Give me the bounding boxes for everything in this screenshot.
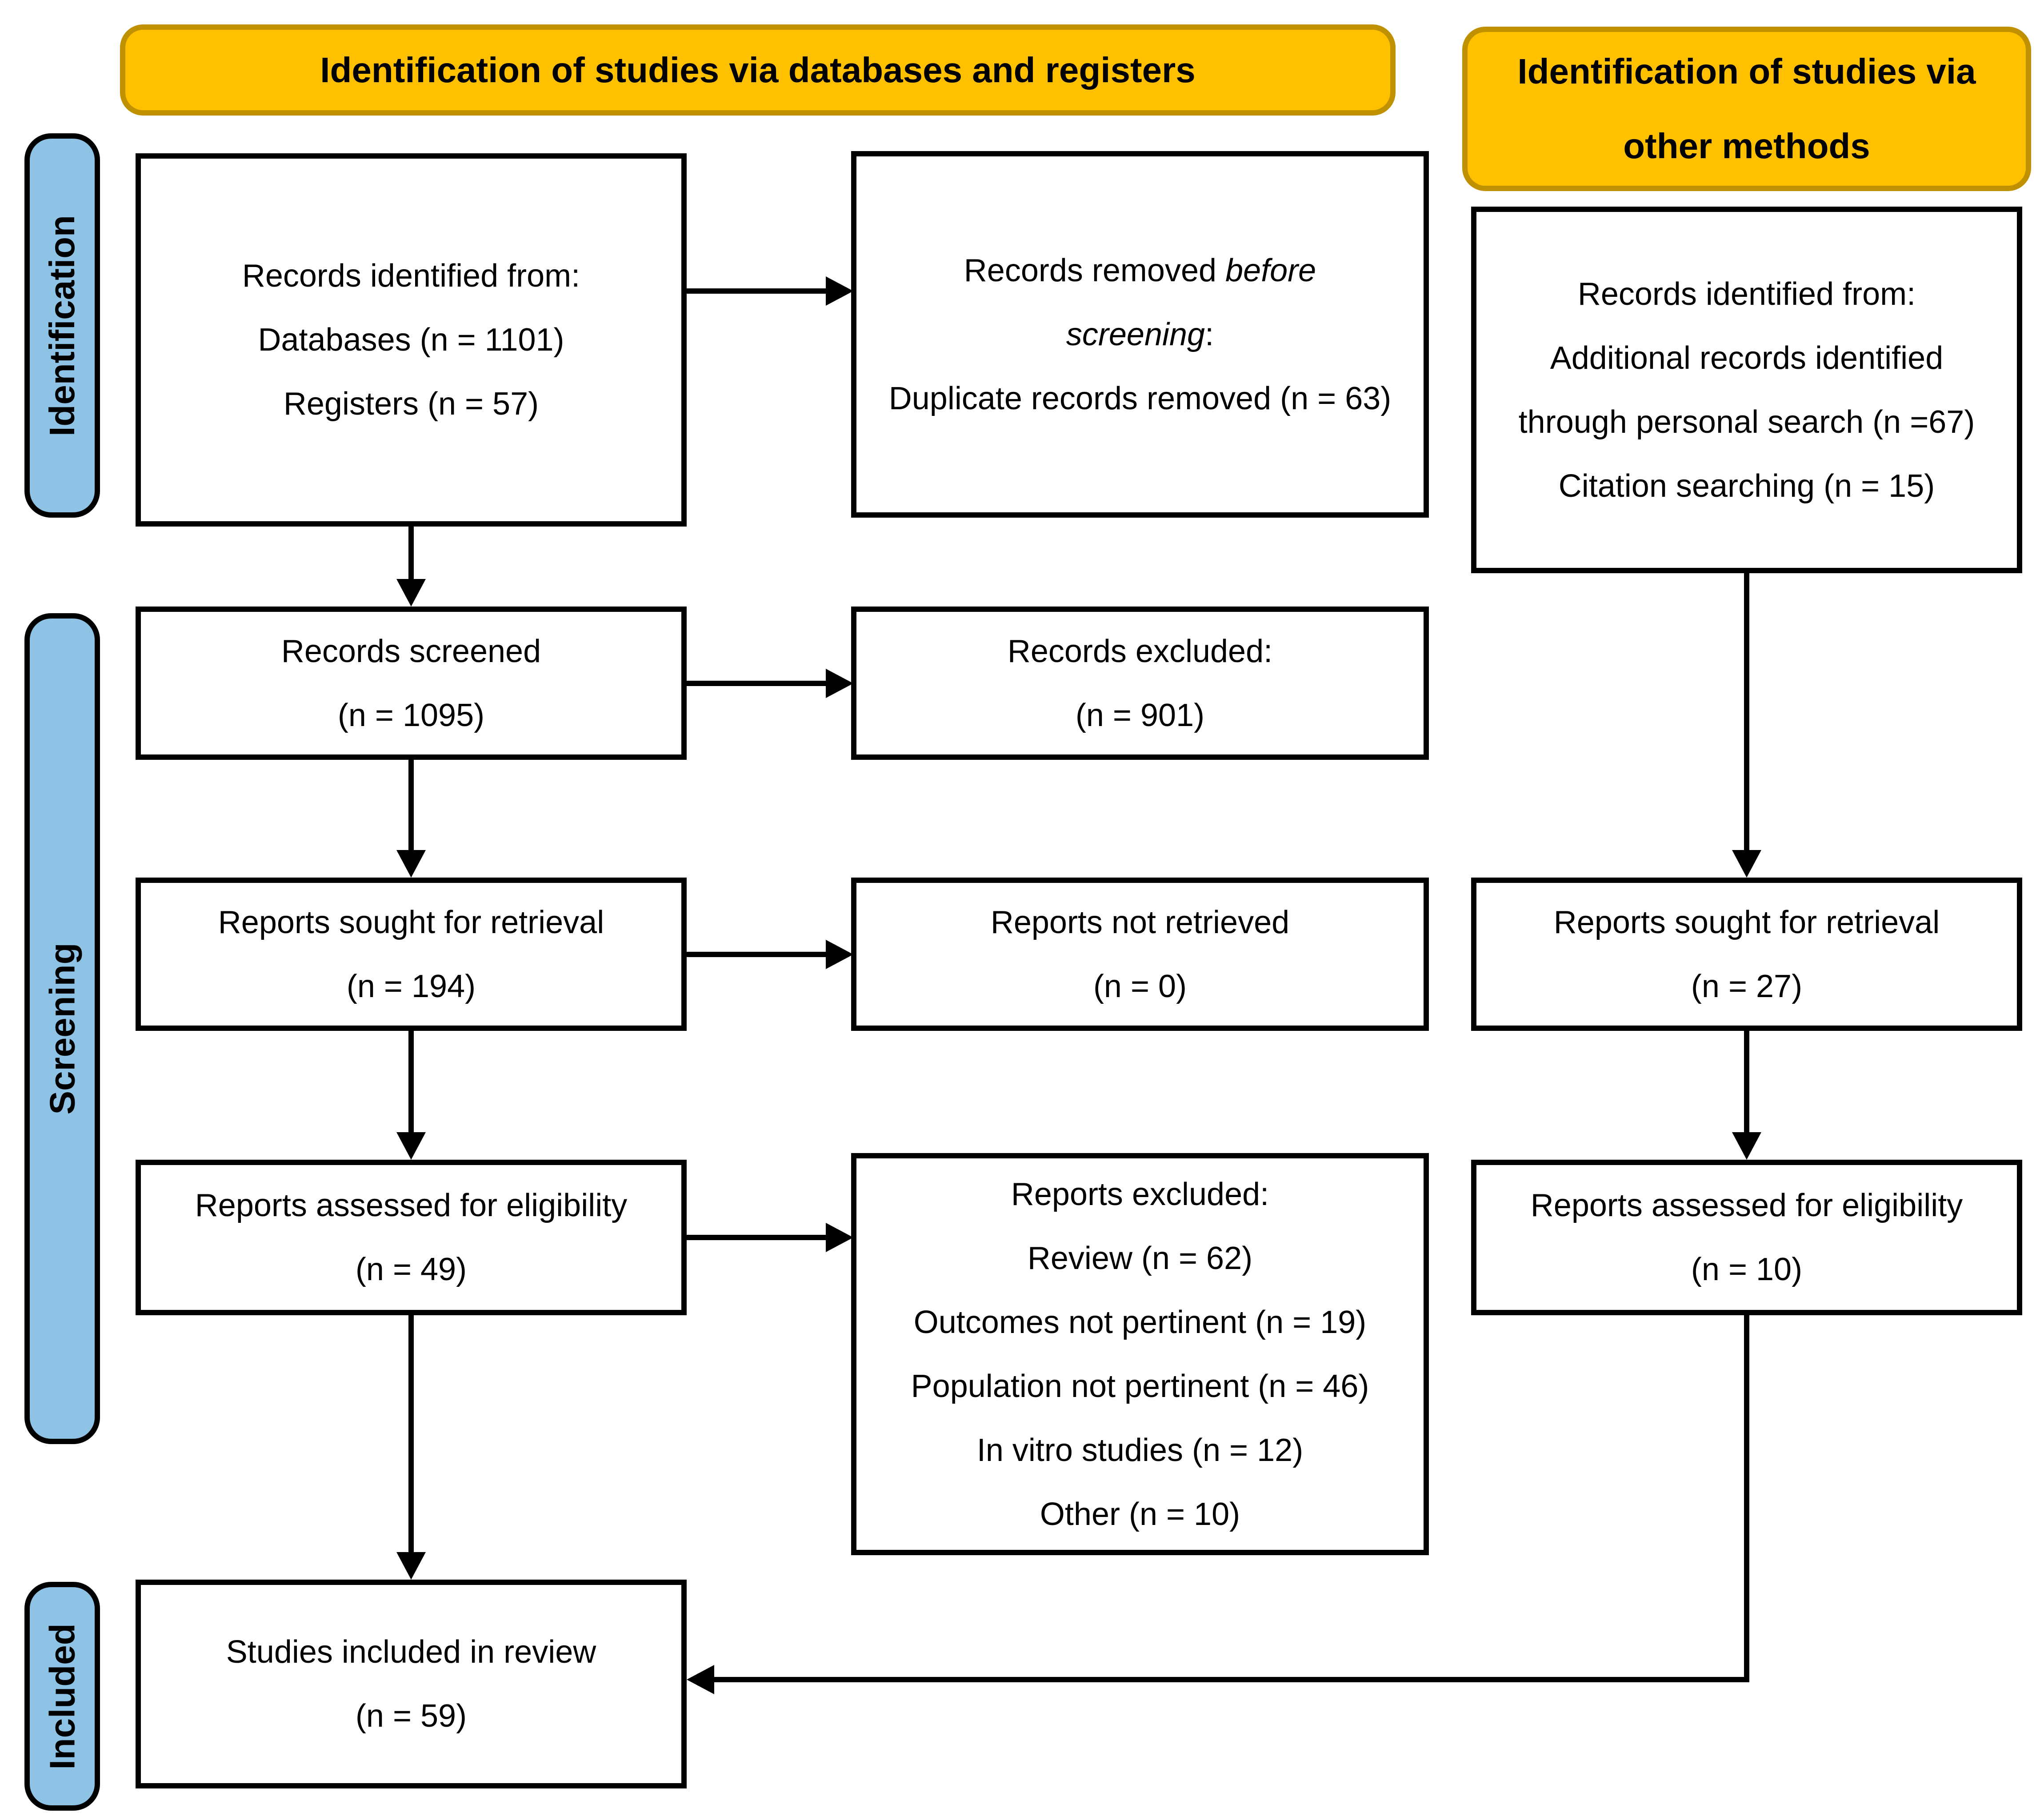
- arrow-sought-to-assessed-head: [396, 1132, 426, 1160]
- records-excluded-line1: Records excluded:: [1007, 633, 1273, 669]
- records-excluded-line2: (n = 901): [1075, 697, 1205, 733]
- box-reports-assessed-other: [1471, 1160, 2022, 1315]
- reports-assessed-line2: (n = 49): [355, 1252, 467, 1287]
- reports-assessed-other-line1: Reports assessed for eligibility: [1530, 1188, 1963, 1223]
- arrow-other-sought-to-assessed-head: [1732, 1132, 1761, 1160]
- records-removed-line2-italic: screening: [1066, 316, 1205, 352]
- reports-sought-line2: (n = 194): [346, 968, 476, 1004]
- arrow-screened-to-excluded-line: [687, 681, 828, 686]
- records-removed-line2-regular: :: [1205, 316, 1214, 352]
- reports-excluded-reason-3: Population not pertinent (n = 46): [911, 1368, 1369, 1404]
- box-reports-excluded: [851, 1153, 1429, 1555]
- reports-assessed-line1: Reports assessed for eligibility: [195, 1188, 628, 1223]
- reports-excluded-reason-2: Outcomes not pertinent (n = 19): [913, 1304, 1367, 1340]
- reports-not-retrieved-line1: Reports not retrieved: [990, 904, 1290, 940]
- records-removed-line1: [964, 239, 1316, 303]
- box-records-screened: [136, 607, 687, 760]
- header-other-methods: [1462, 27, 2031, 191]
- box-reports-sought: [136, 878, 687, 1031]
- arrow-other-sought-to-assessed-line: [1744, 1031, 1749, 1134]
- arrow-screened-to-excluded-head: [826, 669, 853, 698]
- sidebar-identification-label: Identification: [42, 215, 82, 436]
- sidebar-identification: [24, 133, 100, 518]
- arrow-identified-to-removed-line: [687, 288, 828, 294]
- sidebar-screening: [24, 613, 100, 1444]
- arrow-other-identified-to-sought-head: [1732, 850, 1761, 878]
- arrow-identified-to-screened-line: [408, 527, 414, 581]
- arrow-sought-to-notretrieved-line: [687, 952, 828, 957]
- records-identified-line2: Databases (n = 1101): [258, 322, 564, 358]
- records-identified-line3: Registers (n = 57): [283, 386, 539, 422]
- arrow-assessed-to-excluded-head: [826, 1223, 853, 1252]
- records-removed-line3: Duplicate records removed (n = 63): [888, 380, 1392, 416]
- reports-excluded-reason-4: In vitro studies (n = 12): [976, 1432, 1304, 1468]
- reports-not-retrieved-line2: (n = 0): [1093, 968, 1187, 1004]
- box-records-excluded: [851, 607, 1429, 760]
- arrow-assessed-to-included-line: [408, 1315, 414, 1554]
- header-other-line1: Identification of studies via: [1517, 52, 1976, 91]
- arrow-other-assessed-elbow-vertical: [1744, 1315, 1749, 1682]
- reports-assessed-other-line2: (n = 10): [1691, 1252, 1803, 1287]
- box-records-identified: [136, 153, 687, 527]
- records-removed-line2: [1066, 303, 1214, 367]
- arrow-assessed-to-included-head: [396, 1552, 426, 1580]
- header-databases-text: Identification of studies via databases and registers: [320, 50, 1196, 90]
- header-other-line2: other methods: [1623, 126, 1870, 166]
- box-reports-sought-other: [1471, 878, 2022, 1031]
- studies-included-line1: Studies included in review: [226, 1634, 596, 1670]
- arrow-identified-to-removed-head: [826, 276, 853, 306]
- reports-excluded-reason-5: Other (n = 10): [1040, 1496, 1240, 1532]
- arrow-other-identified-to-sought-line: [1744, 573, 1749, 852]
- reports-excluded-reason-1: Review (n = 62): [1027, 1240, 1253, 1276]
- arrow-screened-to-sought-head: [396, 850, 426, 878]
- records-removed-line1-italic: before: [1225, 252, 1316, 288]
- box-records-identified-other: [1471, 207, 2022, 573]
- reports-sought-other-line2: (n = 27): [1691, 968, 1803, 1004]
- box-reports-not-retrieved: [851, 878, 1429, 1031]
- reports-sought-other-line1: Reports sought for retrieval: [1553, 904, 1940, 940]
- records-identified-other-line3: through personal search (n =67): [1518, 404, 1975, 440]
- records-identified-other-line1: Records identified from:: [1577, 276, 1916, 312]
- records-identified-line1: Records identified from:: [242, 258, 580, 294]
- records-identified-other-line2: Additional records identified: [1550, 340, 1944, 376]
- arrow-sought-to-assessed-line: [408, 1031, 414, 1134]
- box-reports-assessed: [136, 1160, 687, 1315]
- records-identified-other-line4: Citation searching (n = 15): [1558, 468, 1935, 504]
- arrow-screened-to-sought-line: [408, 760, 414, 852]
- arrow-assessed-to-excluded-line: [687, 1235, 828, 1240]
- reports-excluded-title: Reports excluded:: [1011, 1176, 1269, 1212]
- records-screened-line2: (n = 1095): [337, 697, 485, 733]
- reports-sought-line1: Reports sought for retrieval: [218, 904, 604, 940]
- sidebar-screening-label: Screening: [42, 942, 82, 1115]
- arrow-other-assessed-elbow-horizontal: [713, 1677, 1749, 1682]
- box-records-removed: [851, 151, 1429, 518]
- header-databases-registers: [120, 24, 1396, 116]
- arrow-identified-to-screened-head: [396, 579, 426, 607]
- records-screened-line1: Records screened: [281, 633, 541, 669]
- records-removed-line1-regular: Records removed: [964, 252, 1226, 288]
- sidebar-included-label: Included: [42, 1623, 82, 1769]
- arrow-other-assessed-to-included-head: [687, 1665, 714, 1694]
- arrow-sought-to-notretrieved-head: [826, 940, 853, 969]
- sidebar-included: [24, 1582, 100, 1811]
- studies-included-line2: (n = 59): [355, 1698, 467, 1734]
- box-studies-included: [136, 1580, 687, 1788]
